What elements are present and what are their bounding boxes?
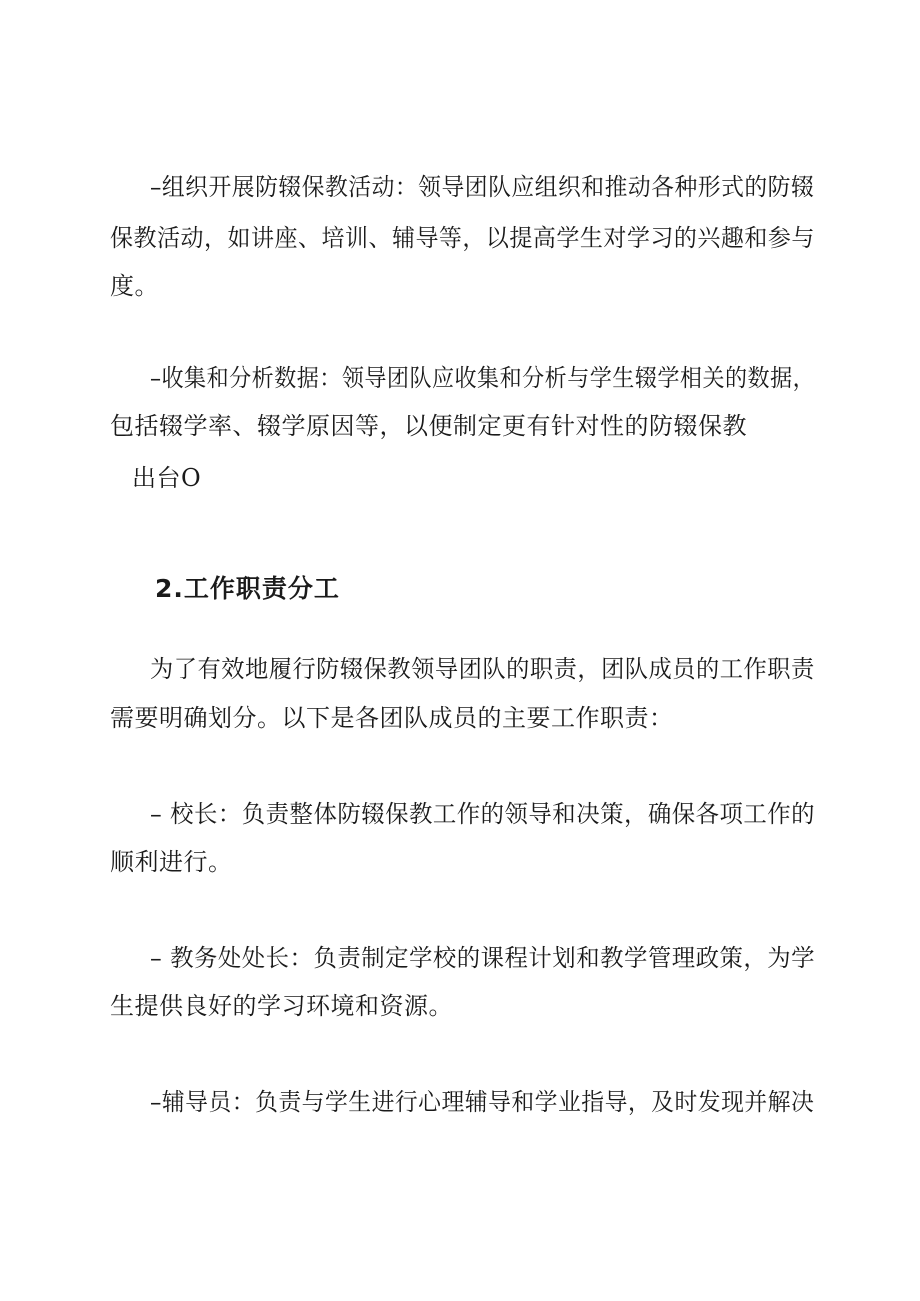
text-line: – 教务处处长：负责制定学校的课程计划和教学管理政策，为学 xyxy=(150,944,816,972)
text-line: 出台O xyxy=(132,464,202,492)
text-line: 为了有效地履行防辍保教领导团队的职责，团队成员的工作职责 xyxy=(150,655,815,683)
section-heading: 2.工作职责分工 xyxy=(155,574,340,603)
text-line: –组织开展防辍保教活动：领导团队应组织和推动各种形式的防辍 xyxy=(150,173,815,201)
text-line: 保教活动，如讲座、培训、辅导等，以提高学生对学习的兴趣和参与 xyxy=(110,224,815,252)
text-line: 生提供良好的学习环境和资源。 xyxy=(110,992,453,1020)
text-line: – 校长：负责整体防辍保教工作的领导和决策，确保各项工作的 xyxy=(150,800,816,828)
text-line: 需要明确划分。以下是各团队成员的主要工作职责： xyxy=(110,704,674,732)
text-line: 顺利进行。 xyxy=(110,848,233,876)
text-line: –收集和分析数据：领导团队应收集和分析与学生辍学相关的数据， xyxy=(150,364,816,392)
text-line: 度。 xyxy=(110,272,159,300)
text-line: 包括辍学率、辍学原因等，以便制定更有针对性的防辍保教 xyxy=(110,412,747,440)
text-line: –辅导员：负责与学生进行心理辅导和学业指导，及时发现并解决 xyxy=(150,1088,815,1116)
